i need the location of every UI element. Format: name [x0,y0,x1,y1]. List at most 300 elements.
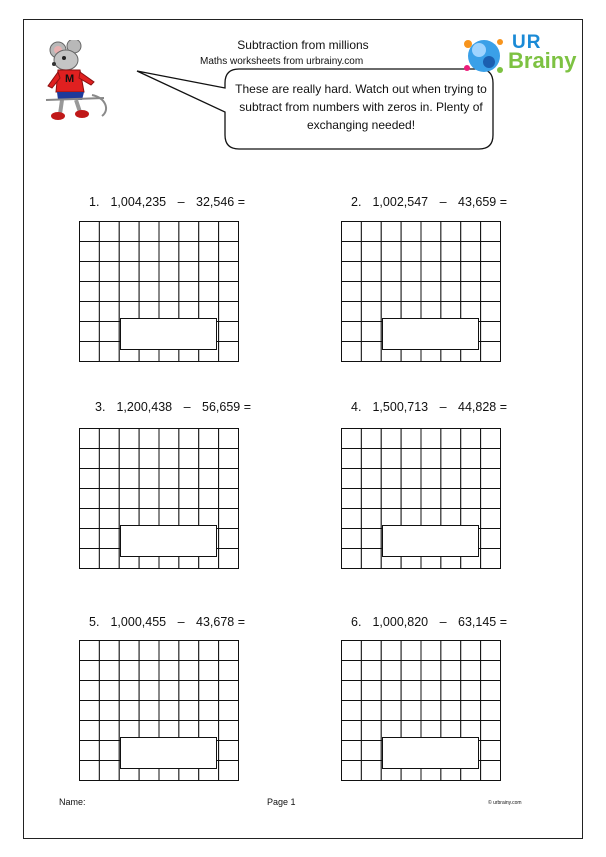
grid-cell[interactable] [361,489,381,509]
grid-cell[interactable] [441,469,461,489]
grid-cell[interactable] [441,681,461,701]
answer-box[interactable] [382,318,479,350]
grid-cell[interactable] [179,282,199,302]
grid-cell[interactable] [80,761,100,781]
grid-cell[interactable] [481,549,501,569]
grid-cell[interactable] [481,469,501,489]
grid-cell[interactable] [342,701,362,721]
grid-cell[interactable] [421,222,441,242]
grid-cell[interactable] [99,322,119,342]
grid-cell[interactable] [481,489,501,509]
grid-cell[interactable] [99,342,119,362]
grid-cell[interactable] [401,681,421,701]
grid-cell[interactable] [361,509,381,529]
grid-cell[interactable] [441,429,461,449]
name-label: Name: [59,797,86,807]
grid-cell[interactable] [99,529,119,549]
grid-cell[interactable] [342,681,362,701]
grid-cell[interactable] [219,681,239,701]
grid-cell[interactable] [159,262,179,282]
grid-cell[interactable] [481,641,501,661]
question-minuend: 1,000,455 [110,615,167,629]
grid-cell[interactable] [441,489,461,509]
grid-cell[interactable] [219,469,239,489]
grid-cell[interactable] [441,661,461,681]
grid-cell[interactable] [199,222,219,242]
grid-cell[interactable] [159,661,179,681]
grid-cell[interactable] [119,222,139,242]
grid-cell[interactable] [342,509,362,529]
grid-cell[interactable] [219,282,239,302]
grid-cell[interactable] [219,741,239,761]
grid-cell[interactable] [99,681,119,701]
grid-cell[interactable] [421,661,441,681]
grid-cell[interactable] [159,222,179,242]
grid-cell[interactable] [80,489,100,509]
grid-cell[interactable] [401,641,421,661]
grid-cell[interactable] [401,449,421,469]
grid-cell[interactable] [119,242,139,262]
grid-cell[interactable] [481,529,501,549]
grid-cell[interactable] [119,489,139,509]
answer-box[interactable] [382,525,479,557]
grid-cell[interactable] [342,489,362,509]
grid-cell[interactable] [80,641,100,661]
grid-cell[interactable] [119,681,139,701]
grid-cell[interactable] [219,222,239,242]
grid-cell[interactable] [139,489,159,509]
grid-cell[interactable] [401,262,421,282]
working-grid-3[interactable] [79,428,238,568]
grid-cell[interactable] [342,429,362,449]
page-subtitle: Maths worksheets from urbrainy.com [200,56,364,67]
grid-cell[interactable] [119,282,139,302]
grid-cell[interactable] [179,242,199,262]
grid-cell[interactable] [342,641,362,661]
grid-cell[interactable] [461,681,481,701]
grid-cell[interactable] [80,509,100,529]
page-title: Subtraction from millions [237,38,369,52]
grid-cell[interactable] [361,721,381,741]
grid-cell[interactable] [481,721,501,741]
grid-cell[interactable] [381,701,401,721]
question-subtrahend: 43,678 [196,615,235,629]
grid-cell[interactable] [179,222,199,242]
equals-sign: = [499,400,508,414]
grid-cell[interactable] [159,641,179,661]
grid-cell[interactable] [99,761,119,781]
grid-cell[interactable] [342,342,362,362]
working-grid-1[interactable] [79,221,238,361]
grid-cell[interactable] [381,262,401,282]
grid-cell[interactable] [80,661,100,681]
grid-cell[interactable] [119,429,139,449]
grid-cell[interactable] [342,469,362,489]
grid-cell[interactable] [481,342,501,362]
grid-cell[interactable] [421,489,441,509]
grid-cell[interactable] [219,761,239,781]
grid-cell[interactable] [401,429,421,449]
grid-cell[interactable] [179,681,199,701]
grid-cell[interactable] [99,222,119,242]
mouse-mascot-icon [44,40,116,127]
grid-cell[interactable] [139,282,159,302]
grid-cell[interactable] [461,242,481,262]
question-number: 4. [351,400,362,414]
grid-cell[interactable] [461,449,481,469]
grid-cell[interactable] [199,282,219,302]
question-minuend: 1,002,547 [372,195,429,209]
question-3 [95,400,251,414]
grid-cell[interactable] [421,429,441,449]
grid-cell[interactable] [361,302,381,322]
grid-cell[interactable] [361,661,381,681]
grid-cell[interactable] [199,429,219,449]
grid-cell[interactable] [179,489,199,509]
grid-cell[interactable] [219,449,239,469]
question-minuend: 1,500,713 [372,400,429,414]
grid-cell[interactable] [199,681,219,701]
grid-cell[interactable] [381,429,401,449]
grid-cell[interactable] [199,449,219,469]
grid-cell[interactable] [179,701,199,721]
grid-cell[interactable] [381,469,401,489]
grid-cell[interactable] [80,469,100,489]
grid-cell[interactable] [421,262,441,282]
grid-cell[interactable] [361,342,381,362]
grid-cell[interactable] [421,641,441,661]
question-number: 3. [95,400,106,414]
grid-cell[interactable] [342,222,362,242]
grid-cell[interactable] [481,509,501,529]
answer-box[interactable] [120,525,217,557]
grid-cell[interactable] [481,429,501,449]
grid-cell[interactable] [381,449,401,469]
grid-cell[interactable] [481,302,501,322]
grid-cell[interactable] [421,701,441,721]
question-subtrahend: 43,659 [458,195,497,209]
grid-cell[interactable] [199,661,219,681]
grid-cell[interactable] [342,661,362,681]
answer-box[interactable] [382,737,479,769]
grid-cell[interactable] [159,282,179,302]
grid-cell[interactable] [381,242,401,262]
urbrainy-logo [462,30,582,85]
grid-cell[interactable] [139,681,159,701]
grid-cell[interactable] [80,549,100,569]
grid-cell[interactable] [381,661,401,681]
grid-cell[interactable] [219,701,239,721]
grid-cell[interactable] [119,469,139,489]
grid-cell[interactable] [179,641,199,661]
grid-cell[interactable] [342,761,362,781]
grid-cell[interactable] [219,429,239,449]
question-5 [89,615,245,629]
grid-cell[interactable] [119,449,139,469]
grid-cell[interactable] [99,549,119,569]
grid-cell[interactable] [342,302,362,322]
grid-cell[interactable] [421,449,441,469]
logo-text-brainy: Brainy [508,48,577,73]
grid-cell[interactable] [179,262,199,282]
grid-cell[interactable] [139,222,159,242]
grid-cell[interactable] [219,549,239,569]
grid-cell[interactable] [461,469,481,489]
grid-cell[interactable] [219,529,239,549]
grid-cell[interactable] [219,342,239,362]
grid-cell[interactable] [481,449,501,469]
grid-cell[interactable] [99,449,119,469]
grid-cell[interactable] [461,429,481,449]
grid-cell[interactable] [421,282,441,302]
grid-cell[interactable] [481,661,501,681]
page-number: Page 1 [267,797,296,807]
grid-cell[interactable] [219,262,239,282]
grid-cell[interactable] [199,262,219,282]
grid-cell[interactable] [139,641,159,661]
minus-sign: – [177,615,185,629]
grid-cell[interactable] [199,701,219,721]
grid-cell[interactable] [119,262,139,282]
working-grid-4[interactable] [341,428,500,568]
grid-cell[interactable] [219,661,239,681]
grid-cell[interactable] [199,489,219,509]
grid-cell[interactable] [342,262,362,282]
grid-cell[interactable] [461,489,481,509]
equals-sign: = [237,195,246,209]
grid-cell[interactable] [381,641,401,661]
grid-cell[interactable] [401,222,421,242]
minus-sign: – [439,195,447,209]
grid-cell[interactable] [342,449,362,469]
question-subtrahend: 63,145 [458,615,497,629]
grid-cell[interactable] [381,282,401,302]
grid-cell[interactable] [481,262,501,282]
grid-cell[interactable] [80,322,100,342]
grid-cell[interactable] [159,681,179,701]
grid-cell[interactable] [119,661,139,681]
grid-cell[interactable] [219,509,239,529]
grid-cell[interactable] [119,641,139,661]
grid-cell[interactable] [342,529,362,549]
minus-sign: – [439,400,447,414]
grid-cell[interactable] [99,429,119,449]
question-6 [351,615,507,629]
grid-cell[interactable] [342,242,362,262]
equals-sign: = [237,615,246,629]
grid-cell[interactable] [361,529,381,549]
grid-cell[interactable] [99,282,119,302]
grid-cell[interactable] [381,489,401,509]
grid-cell[interactable] [179,661,199,681]
grid-cell[interactable] [481,282,501,302]
grid-cell[interactable] [361,549,381,569]
grid-cell[interactable] [361,469,381,489]
grid-cell[interactable] [461,262,481,282]
grid-cell[interactable] [381,222,401,242]
grid-cell[interactable] [139,262,159,282]
question-subtrahend: 44,828 [458,400,497,414]
grid-cell[interactable] [219,489,239,509]
grid-cell[interactable] [80,449,100,469]
grid-cell[interactable] [361,681,381,701]
grid-cell[interactable] [80,741,100,761]
grid-cell[interactable] [159,429,179,449]
grid-cell[interactable] [461,701,481,721]
mascot-shirt-letter: M [65,73,75,85]
grid-cell[interactable] [99,302,119,322]
grid-cell[interactable] [481,322,501,342]
grid-cell[interactable] [80,721,100,741]
grid-cell[interactable] [119,701,139,721]
grid-cell[interactable] [361,242,381,262]
grid-cell[interactable] [80,282,100,302]
grid-cell[interactable] [80,701,100,721]
grid-cell[interactable] [481,761,501,781]
copyright-text: © urbrainy.com [488,800,522,806]
grid-cell[interactable] [441,242,461,262]
grid-cell[interactable] [441,262,461,282]
grid-cell[interactable] [401,701,421,721]
grid-cell[interactable] [159,242,179,262]
grid-cell[interactable] [401,469,421,489]
grid-cell[interactable] [361,761,381,781]
grid-cell[interactable] [80,529,100,549]
equals-sign: = [243,400,252,414]
equals-sign: = [499,195,508,209]
grid-cell[interactable] [99,661,119,681]
grid-cell[interactable] [361,449,381,469]
grid-cell[interactable] [159,449,179,469]
grid-cell[interactable] [139,701,159,721]
grid-cell[interactable] [199,469,219,489]
grid-cell[interactable] [139,429,159,449]
question-minuend: 1,200,438 [116,400,173,414]
grid-cell[interactable] [361,222,381,242]
grid-cell[interactable] [361,641,381,661]
grid-cell[interactable] [179,469,199,489]
grid-cell[interactable] [99,262,119,282]
logo-text-ur: UR [512,32,542,53]
grid-cell[interactable] [199,641,219,661]
grid-cell[interactable] [219,641,239,661]
grid-cell[interactable] [99,469,119,489]
grid-cell[interactable] [99,641,119,661]
grid-cell[interactable] [461,222,481,242]
grid-cell[interactable] [361,701,381,721]
grid-cell[interactable] [481,681,501,701]
answer-box[interactable] [120,318,217,350]
grid-cell[interactable] [199,242,219,262]
question-4 [351,400,507,414]
grid-cell[interactable] [481,242,501,262]
grid-cell[interactable] [342,741,362,761]
grid-cell[interactable] [219,721,239,741]
working-grid-5[interactable] [79,640,238,780]
grid-cell[interactable] [342,721,362,741]
question-subtrahend: 32,546 [196,195,235,209]
grid-cell[interactable] [361,282,381,302]
grid-cell[interactable] [481,741,501,761]
grid-cell[interactable] [99,509,119,529]
question-minuend: 1,004,235 [110,195,167,209]
grid-cell[interactable] [139,469,159,489]
grid-cell[interactable] [461,641,481,661]
grid-cell[interactable] [401,661,421,681]
grid-cell[interactable] [421,242,441,262]
grid-cell[interactable] [361,429,381,449]
grid-cell[interactable] [361,741,381,761]
grid-cell[interactable] [80,222,100,242]
question-number: 6. [351,615,362,629]
working-grid-2[interactable] [341,221,500,361]
grid-cell[interactable] [441,701,461,721]
question-number: 1. [89,195,100,209]
grid-cell[interactable] [99,721,119,741]
grid-cell[interactable] [401,489,421,509]
grid-cell[interactable] [139,242,159,262]
grid-cell[interactable] [361,262,381,282]
grid-cell[interactable] [80,681,100,701]
grid-cell[interactable] [139,449,159,469]
working-grid-6[interactable] [341,640,500,780]
grid-cell[interactable] [421,681,441,701]
grid-cell[interactable] [342,549,362,569]
grid-cell[interactable] [361,322,381,342]
grid-cell[interactable] [401,242,421,262]
grid-cell[interactable] [219,302,239,322]
grid-cell[interactable] [342,322,362,342]
question-1 [89,195,245,209]
grid-cell[interactable] [80,342,100,362]
minus-sign: – [439,615,447,629]
minus-sign: – [177,195,185,209]
question-subtrahend: 56,659 [202,400,241,414]
grid-cell[interactable] [401,282,421,302]
grid-cell[interactable] [80,242,100,262]
grid-cell[interactable] [219,242,239,262]
grid-cell[interactable] [179,429,199,449]
grid-cell[interactable] [99,489,119,509]
grid-cell[interactable] [80,302,100,322]
grid-cell[interactable] [461,661,481,681]
grid-cell[interactable] [481,701,501,721]
grid-cell[interactable] [159,701,179,721]
answer-box[interactable] [120,737,217,769]
grid-cell[interactable] [179,449,199,469]
grid-cell[interactable] [342,282,362,302]
grid-cell[interactable] [159,489,179,509]
grid-cell[interactable] [80,262,100,282]
grid-cell[interactable] [461,282,481,302]
grid-cell[interactable] [441,641,461,661]
grid-cell[interactable] [219,322,239,342]
grid-cell[interactable] [139,661,159,681]
grid-cell[interactable] [481,222,501,242]
grid-cell[interactable] [159,469,179,489]
question-2 [351,195,507,209]
grid-cell[interactable] [441,222,461,242]
grid-cell[interactable] [441,449,461,469]
grid-cell[interactable] [99,242,119,262]
grid-cell[interactable] [421,469,441,489]
grid-cell[interactable] [80,429,100,449]
grid-cell[interactable] [99,701,119,721]
equals-sign: = [499,615,508,629]
grid-cell[interactable] [99,741,119,761]
grid-cell[interactable] [441,282,461,302]
grid-cell[interactable] [381,681,401,701]
